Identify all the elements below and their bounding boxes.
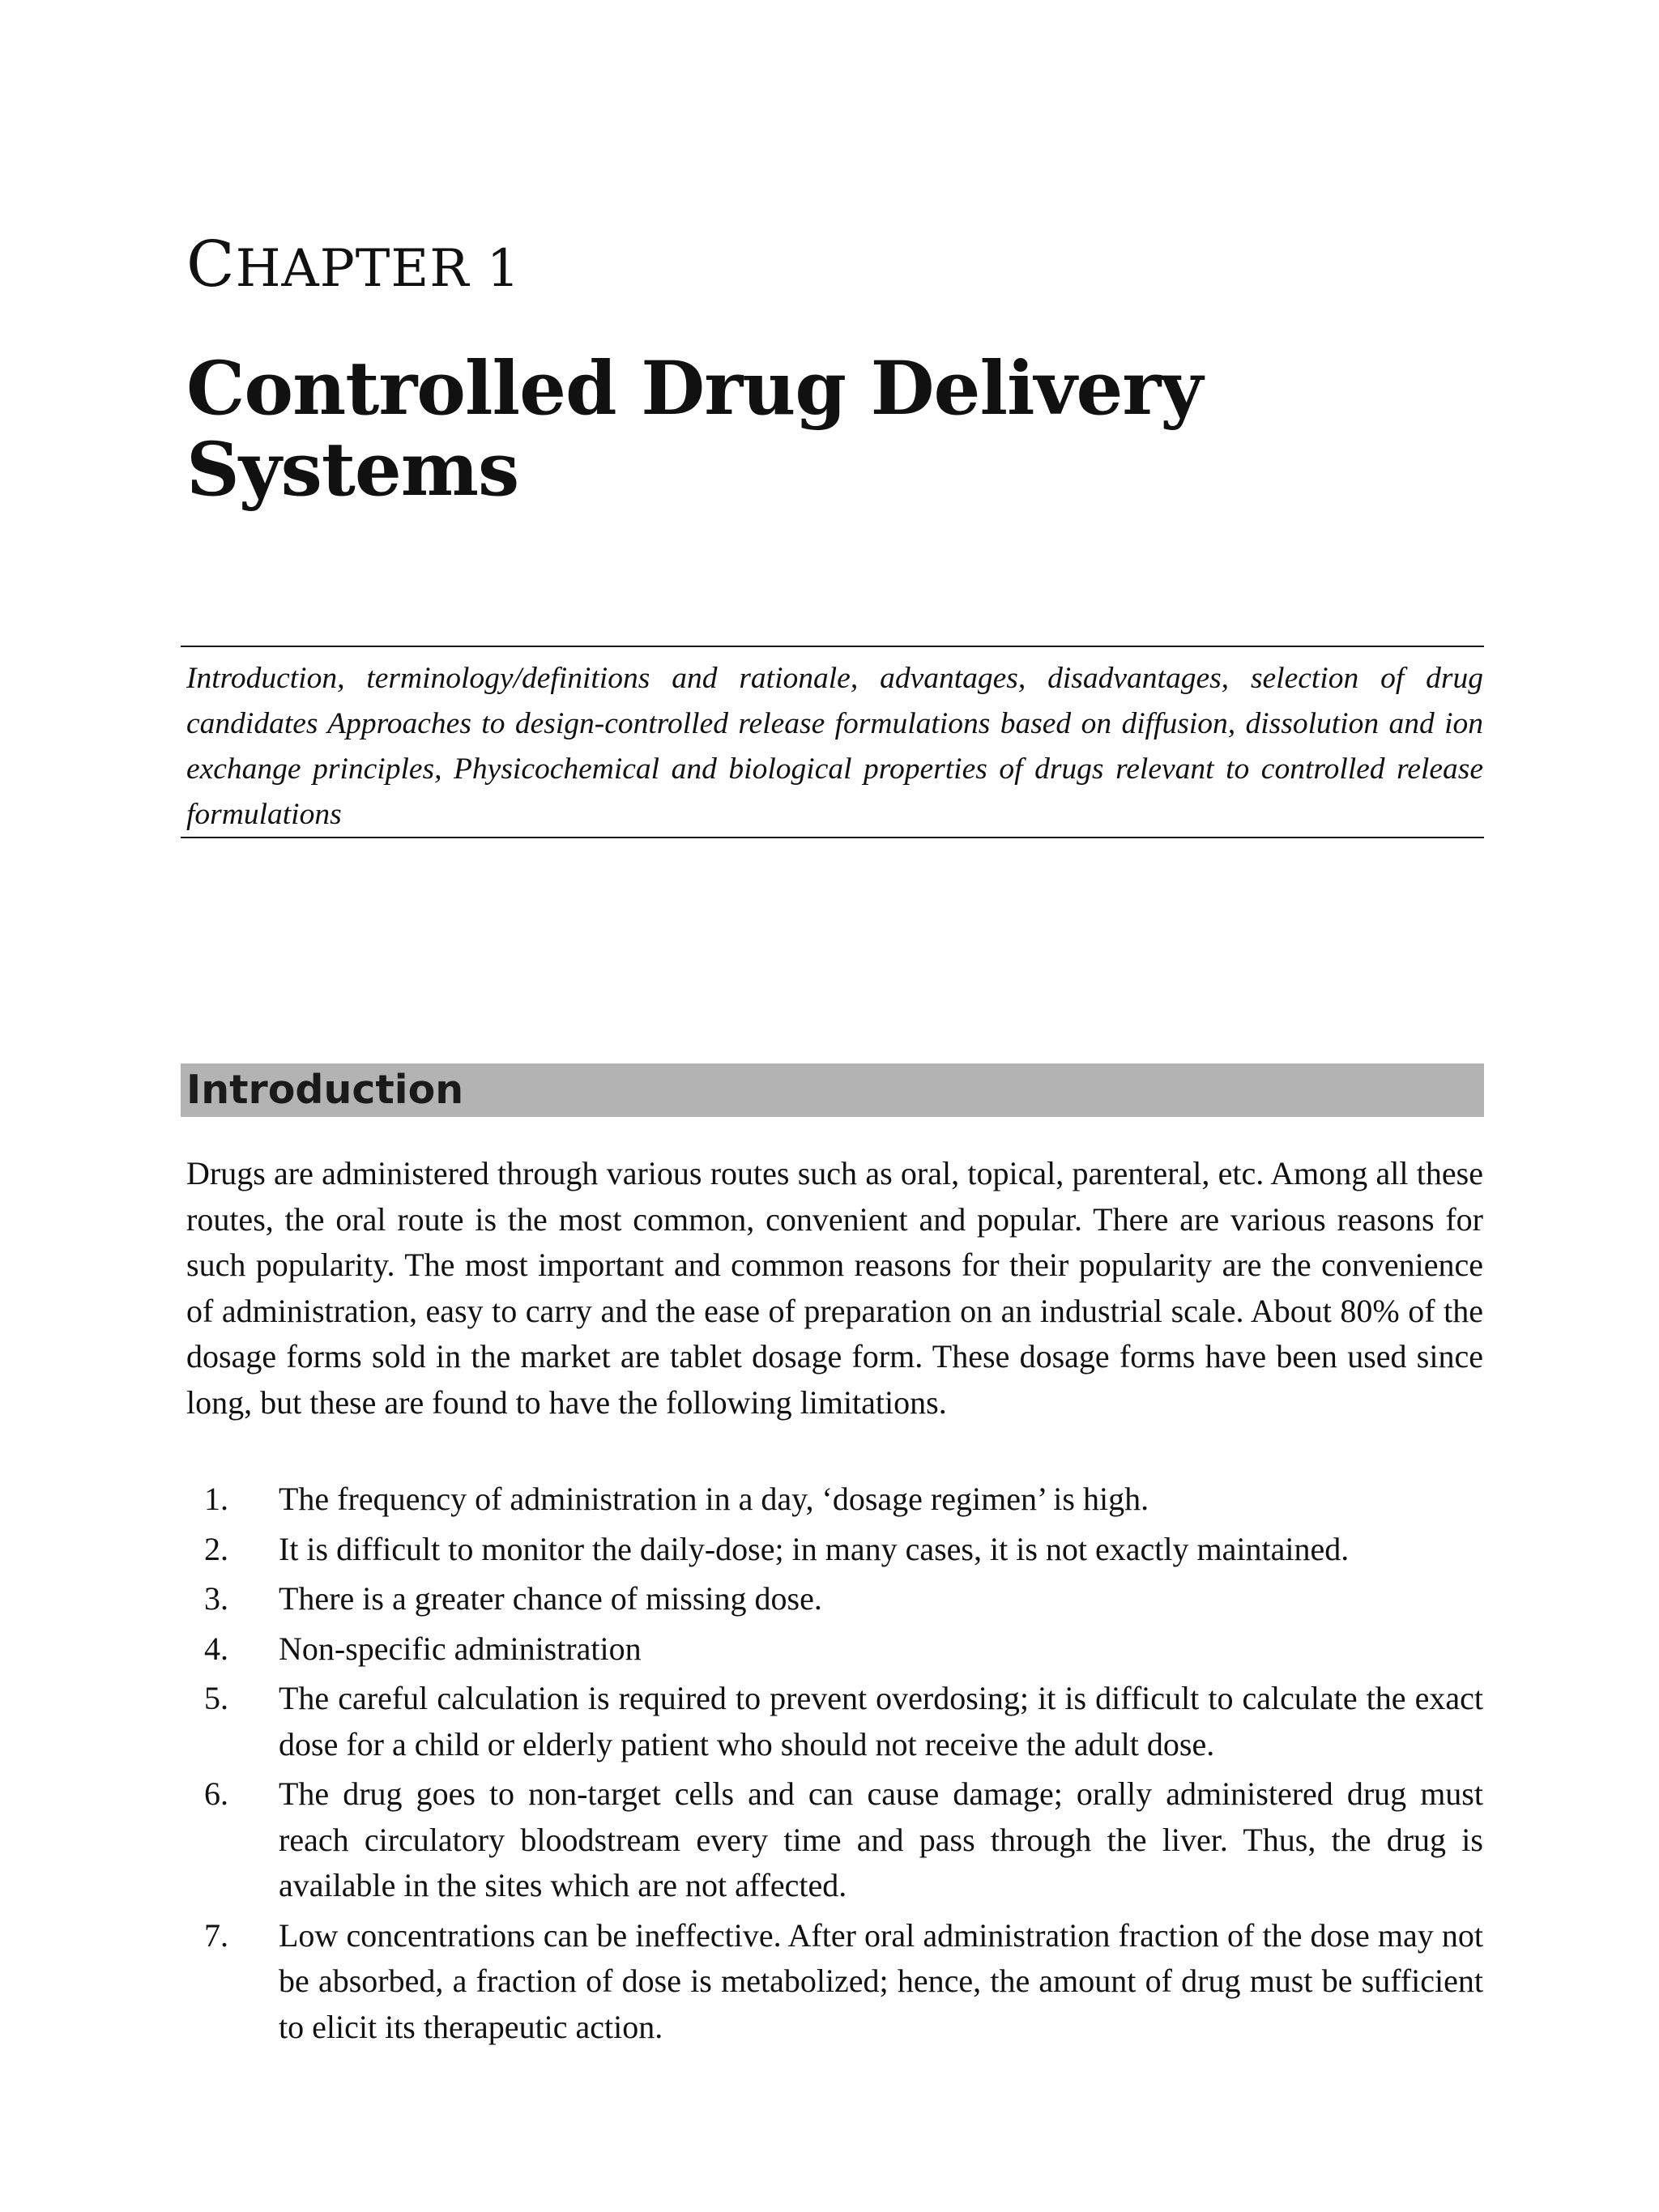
limitations-list xyxy=(186,1477,1483,2054)
list-item xyxy=(186,1676,1483,1767)
chapter-label xyxy=(186,228,521,301)
chapter-number: 1 xyxy=(486,239,521,299)
chapter-label-rest: HAPTER xyxy=(235,239,470,299)
list-item-text: The careful calculation is required to prevent overdosing; it is difficult to calculate the exact dose for a child or elderly patient who should not receive the adult dose. xyxy=(279,1680,1483,1762)
list-item-number: 5. xyxy=(204,1680,228,1716)
syllabus-summary: Introduction, terminology/definitions and rationale, advantages, disadvantages, selection of drug candidates Approaches to design-controlled release formulations based on diffusion, dissolution and ion exchange principles, Physicochemical and biological properties of drugs relevant to controlled release formulations xyxy=(186,662,1483,831)
list-item-number: 6. xyxy=(204,1775,228,1812)
list-item-text: The frequency of administration in a day, ‘dosage regimen’ is high. xyxy=(279,1481,1149,1517)
chapter-label-initial: C xyxy=(186,228,236,301)
list-item-number: 3. xyxy=(204,1580,228,1617)
list-item-text: Non-specific administration xyxy=(279,1630,642,1667)
intro-paragraph: Drugs are administered through various routes such as oral, topical, parenteral, etc. Among all these routes, the oral route is the most common, convenient and popular. There are various reasons for such popularity. The most important and common reasons for their popularity are the convenience of administration, easy to carry and the ease of preparation on an industrial scale. About 80% of the dosage forms sold in the market are tablet dosage form. These dosage forms have been used since long, but these are found to have the following limitations. xyxy=(186,1155,1483,1421)
list-item-number: 7. xyxy=(204,1916,228,1954)
list-item-text: It is difficult to monitor the daily-dose; in many cases, it is not exactly maintained. xyxy=(279,1530,1350,1567)
list-item xyxy=(186,1576,1483,1622)
list-item-text: There is a greater chance of missing dose. xyxy=(279,1580,822,1617)
syllabus-bottom-rule xyxy=(181,837,1484,838)
section-heading: Introduction xyxy=(186,1067,464,1113)
list-item xyxy=(186,1527,1483,1573)
list-item-text: The drug goes to non-target cells and can cause damage; orally administered drug must reach circulatory bloodstream every time and pass through the liver. Thus, the drug is available in the sites which are not affected. xyxy=(279,1775,1483,1903)
syllabus-top-rule xyxy=(181,646,1484,647)
list-item-number: 4. xyxy=(204,1630,228,1667)
list-item-number: 1. xyxy=(204,1481,228,1517)
list-item xyxy=(186,1626,1483,1673)
chapter-title: Controlled Drug Delivery Systems xyxy=(186,346,1203,514)
list-item-number: 2. xyxy=(204,1530,228,1567)
list-item xyxy=(186,1477,1483,1523)
list-item xyxy=(186,1771,1483,1909)
list-item xyxy=(186,1913,1483,2051)
list-item-text: Low concentrations can be ineffective. After oral administration fraction of the dose may not be absorbed, a fraction of dose is metabolized; hence, the amount of drug must be sufficient to elicit its therapeutic action. xyxy=(279,1916,1483,2045)
